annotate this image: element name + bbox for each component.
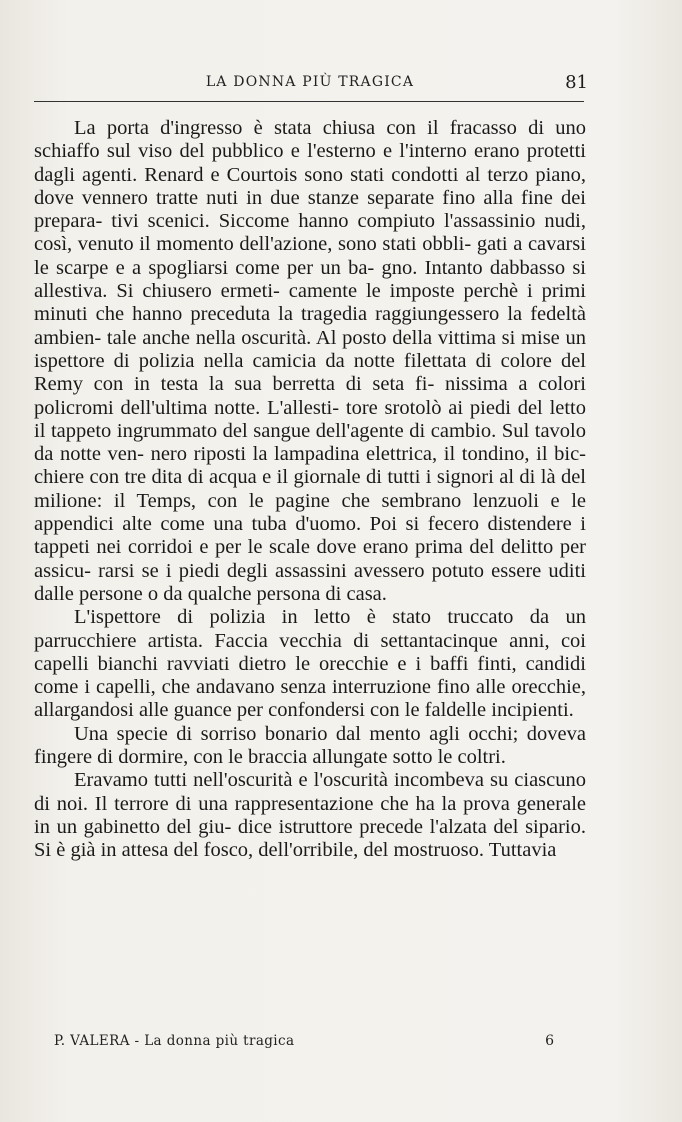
footer-signature: P. VALERA - La donna più tragica bbox=[54, 1033, 295, 1049]
paragraph-1: La porta d'ingresso è stata chiusa con il fracasso di uno schiaffo sul viso del pubblico e l'esterno e l'interno erano protetti dagli agenti. Renard e Courtois sono stati condotti al terzo piano, dove vennero tratte nuti in due stanze separate fino alla fine dei prepara- tivi scenici. Siccome hanno compiuto l'assassinio nudi, così, venuto il momento dell'azione, sono stati obbli- gati a cavarsi le scarpe e a spogliarsi come per un ba- gno. Intanto dabbasso si allestiva. Si chiusero ermeti- camente le imposte perchè i primi minuti che hanno preceduta la tragedia raggiungessero la fedeltà ambien- tale anche nella oscurità. Al posto della vittima si mise un ispettore di polizia nella camicia da notte filettata di colore del Remy con in testa la sua berretta di seta fi- nissima a colori policromi dell'ultima notte. L'allesti- tore srotolò ai piedi del letto il tappeto ingrummato del sangue dell'agente di cambio. Sul tavolo da notte ven- nero riposti la lampadina elettrica, il tondino, il bic- chiere con tre dita di acqua e il giornale di tutti i signori al di là del milione: il Temps, con le pagine che sembrano lenzuoli e le appendici alte come una tuba d'uomo. Poi si fecero distendere i tappeti nei corridoi e per le scale dove erano prima del delitto per assicu- rarsi se i piedi degli assassini avessero potuto essere uditi dalle persone o da qualche persona di casa. bbox=[34, 117, 586, 605]
page-header bbox=[34, 72, 586, 102]
paragraph-2: L'ispettore di polizia in letto è stato truccato da un parrucchiere artista. Faccia vecchia di settantacinque anni, coi capelli bianchi ravviati dietro le orecchie e i baffi finti, candidi come i capelli, che andavano senza interruzione fino alle orecchie, allargandosi alle guance per confondersi con le faldelle incipienti. bbox=[34, 606, 586, 722]
page-footer bbox=[54, 1033, 554, 1057]
header-rule bbox=[34, 101, 584, 102]
page-number: 81 bbox=[565, 72, 588, 93]
running-title: LA DONNA PIÙ TRAGICA bbox=[205, 74, 415, 90]
paragraph-3: Una specie di sorriso bonario dal mento agli occhi; doveva fingere di dormire, con le braccia allungate sotto le coltri. bbox=[34, 722, 586, 769]
paragraph-4: Eravamo tutti nell'oscurità e l'oscurità incombeva su ciascuno di noi. Il terrore di una rappresentazione che ha la prova generale in un gabinetto del giu- dice istruttore precede l'alzata del sipario. Si è già in attesa del fosco, dell'orribile, del mostruoso. Tuttavia bbox=[34, 769, 586, 862]
body-text bbox=[34, 117, 586, 863]
sheet-number: 6 bbox=[545, 1033, 554, 1049]
